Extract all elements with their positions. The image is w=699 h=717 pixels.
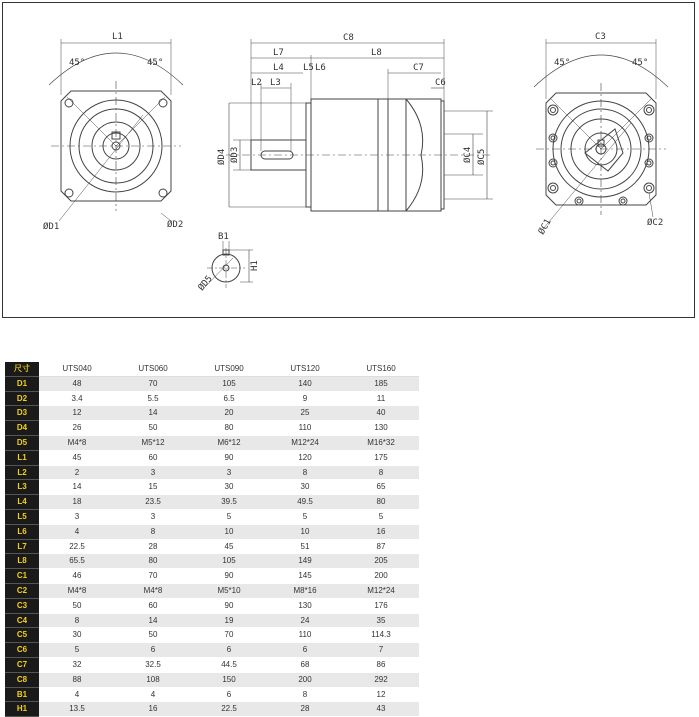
table-row [5, 495, 419, 510]
table-cell: 32 [39, 657, 115, 672]
dim-H1: H1 [250, 260, 260, 271]
table-cell: 200 [343, 569, 419, 584]
table-cell: 70 [115, 569, 191, 584]
table-cell: 8 [267, 687, 343, 702]
table-cell: 5 [267, 509, 343, 524]
table-cell: 45 [39, 450, 115, 465]
table-cell: 86 [343, 657, 419, 672]
table-row [5, 687, 419, 702]
row-label: C7 [5, 657, 39, 672]
model-header: UTS160 [343, 362, 419, 376]
table-cell: 30 [39, 628, 115, 643]
table-cell: 16 [343, 524, 419, 539]
table-cell: 45 [191, 539, 267, 554]
table-cell: 68 [267, 657, 343, 672]
table-cell: 176 [343, 598, 419, 613]
table-body [5, 376, 419, 716]
table-cell: 20 [191, 406, 267, 421]
table-row [5, 509, 419, 524]
row-label: C3 [5, 598, 39, 613]
table-cell: 14 [115, 613, 191, 628]
table-cell: 110 [267, 421, 343, 436]
row-label: L3 [5, 480, 39, 495]
dim-D2: ØD2 [167, 220, 184, 230]
dim-angle-left-a: 45° [69, 58, 86, 68]
table-cell: M12*24 [343, 583, 419, 598]
table-cell: 3 [191, 465, 267, 480]
row-label: C6 [5, 643, 39, 658]
model-header: UTS040 [39, 362, 115, 376]
table-cell: 11 [343, 391, 419, 406]
table-row [5, 524, 419, 539]
table-cell: 4 [39, 687, 115, 702]
table-cell: 80 [115, 554, 191, 569]
table-cell: 26 [39, 421, 115, 436]
table-row [5, 391, 419, 406]
dim-C3: C3 [595, 32, 606, 42]
table-cell: 108 [115, 672, 191, 687]
row-label: B1 [5, 687, 39, 702]
row-label: D1 [5, 376, 39, 391]
table-cell: 22.5 [39, 539, 115, 554]
table-cell: 175 [343, 450, 419, 465]
table-cell: 30 [191, 480, 267, 495]
table-cell: 6 [267, 643, 343, 658]
table-cell: 7 [343, 643, 419, 658]
model-header: UTS060 [115, 362, 191, 376]
table-cell: 39.5 [191, 495, 267, 510]
table-cell: 50 [115, 628, 191, 643]
table-cell: 105 [191, 554, 267, 569]
table-cell: 12 [39, 406, 115, 421]
dim-C1: ØC1 [536, 217, 554, 237]
table-cell: 130 [343, 421, 419, 436]
dim-angle-left-b: 45° [147, 58, 164, 68]
table-cell: 110 [267, 628, 343, 643]
center-side-view [226, 39, 493, 211]
table-cell: 60 [115, 598, 191, 613]
table-cell: 60 [115, 450, 191, 465]
table-cell: 6 [191, 643, 267, 658]
table-cell: M12*24 [267, 435, 343, 450]
table-row [5, 554, 419, 569]
dim-D5: ØD5 [196, 274, 215, 293]
table-cell: 3 [115, 509, 191, 524]
table-row [5, 702, 419, 717]
table-cell: 22.5 [191, 702, 267, 717]
table-cell: 18 [39, 495, 115, 510]
table-cell: 43 [343, 702, 419, 717]
table-cell: 8 [267, 465, 343, 480]
table-cell: 32.5 [115, 657, 191, 672]
dim-D3: ØD3 [230, 146, 240, 163]
table-cell: 46 [39, 569, 115, 584]
row-label: C1 [5, 569, 39, 584]
table-row [5, 450, 419, 465]
table-cell: 65.5 [39, 554, 115, 569]
table-cell: 49.5 [267, 495, 343, 510]
table-cell: 15 [115, 480, 191, 495]
table-cell: M4*8 [39, 583, 115, 598]
dim-C2: ØC2 [647, 218, 664, 228]
table-cell: 90 [191, 569, 267, 584]
table-cell: 13.5 [39, 702, 115, 717]
table-row [5, 583, 419, 598]
drawing-svg [3, 3, 696, 319]
table-cell: 23.5 [115, 495, 191, 510]
table-cell: 10 [267, 524, 343, 539]
table-cell: 6 [115, 643, 191, 658]
row-label: D2 [5, 391, 39, 406]
table-cell: 25 [267, 406, 343, 421]
dim-L4: L4 [273, 63, 284, 73]
table-cell: 10 [191, 524, 267, 539]
table-cell: 6.5 [191, 391, 267, 406]
table-row [5, 480, 419, 495]
row-label: C4 [5, 613, 39, 628]
model-header: UTS120 [267, 362, 343, 376]
table-cell: 28 [267, 702, 343, 717]
table-cell: 88 [39, 672, 115, 687]
table-cell: 50 [115, 421, 191, 436]
table-cell: M5*10 [191, 583, 267, 598]
table-cell: 140 [267, 376, 343, 391]
table-cell: 28 [115, 539, 191, 554]
table-cell: M6*12 [191, 435, 267, 450]
table-cell: 35 [343, 613, 419, 628]
table-row [5, 628, 419, 643]
table-cell: 9 [267, 391, 343, 406]
table-cell: 149 [267, 554, 343, 569]
row-label: D4 [5, 421, 39, 436]
row-label: D5 [5, 435, 39, 450]
table-cell: 150 [191, 672, 267, 687]
table-header-row [5, 362, 419, 376]
row-label: D3 [5, 406, 39, 421]
table-cell: 90 [191, 598, 267, 613]
row-label: L5 [5, 509, 39, 524]
table-cell: 3.4 [39, 391, 115, 406]
dim-C8: C8 [343, 33, 354, 43]
table-cell: 6 [191, 687, 267, 702]
table-cell: 292 [343, 672, 419, 687]
table-cell: 8 [343, 465, 419, 480]
table-cell: 87 [343, 539, 419, 554]
table-cell: 30 [267, 480, 343, 495]
dim-L5: L5 [303, 63, 314, 73]
table-cell: M4*8 [115, 583, 191, 598]
table-cell: 3 [39, 509, 115, 524]
table-cell: 14 [39, 480, 115, 495]
table-row [5, 465, 419, 480]
table-cell: 12 [343, 687, 419, 702]
table-cell: 120 [267, 450, 343, 465]
dim-L3: L3 [270, 78, 281, 88]
table-cell: 5.5 [115, 391, 191, 406]
table-cell: M8*16 [267, 583, 343, 598]
dim-C4: ØC4 [463, 146, 473, 163]
model-header: UTS090 [191, 362, 267, 376]
table-row [5, 406, 419, 421]
dim-D4: ØD4 [217, 148, 227, 165]
table-cell: 8 [39, 613, 115, 628]
dim-C6: C6 [435, 78, 446, 88]
table-cell: 4 [115, 687, 191, 702]
dim-L6: L6 [315, 63, 326, 73]
table-cell: 105 [191, 376, 267, 391]
table-cell: 3 [115, 465, 191, 480]
row-label: H1 [5, 702, 39, 717]
table-cell: 185 [343, 376, 419, 391]
dim-D1: ØD1 [43, 222, 60, 232]
table-cell: 48 [39, 376, 115, 391]
table-cell: M4*8 [39, 435, 115, 450]
row-label: C8 [5, 672, 39, 687]
row-label: L7 [5, 539, 39, 554]
table-corner-label: 尺寸 [5, 362, 39, 376]
row-label: C5 [5, 628, 39, 643]
dim-C5: ØC5 [477, 148, 487, 165]
row-label: L6 [5, 524, 39, 539]
table-cell: 145 [267, 569, 343, 584]
dim-L7: L7 [273, 48, 284, 58]
table-cell: 5 [191, 509, 267, 524]
row-label: L8 [5, 554, 39, 569]
table-row [5, 421, 419, 436]
row-label: L4 [5, 495, 39, 510]
spec-table [5, 362, 419, 717]
table-cell: 51 [267, 539, 343, 554]
table-cell: 114.3 [343, 628, 419, 643]
table-row [5, 672, 419, 687]
table-cell: 14 [115, 406, 191, 421]
table-cell: 70 [191, 628, 267, 643]
table-cell: M5*12 [115, 435, 191, 450]
table-cell: 2 [39, 465, 115, 480]
dim-L8: L8 [371, 48, 382, 58]
table-cell: 5 [343, 509, 419, 524]
table-row [5, 657, 419, 672]
table-cell: 24 [267, 613, 343, 628]
table-row [5, 539, 419, 554]
table-row [5, 376, 419, 391]
dim-angle-right-b: 45° [632, 58, 649, 68]
table-cell: 5 [39, 643, 115, 658]
dim-L2: L2 [251, 78, 262, 88]
table-cell: 4 [39, 524, 115, 539]
table-cell: 80 [343, 495, 419, 510]
table-cell: 44.5 [191, 657, 267, 672]
table-cell: M16*32 [343, 435, 419, 450]
table-cell: 205 [343, 554, 419, 569]
dim-C7: C7 [413, 63, 424, 73]
table-row [5, 569, 419, 584]
dim-L1-left: L1 [112, 32, 123, 42]
table-row [5, 598, 419, 613]
table-row [5, 435, 419, 450]
table-row [5, 613, 419, 628]
dim-B1: B1 [218, 232, 229, 242]
table-cell: 65 [343, 480, 419, 495]
table-cell: 40 [343, 406, 419, 421]
table-cell: 16 [115, 702, 191, 717]
table-row [5, 643, 419, 658]
table-cell: 70 [115, 376, 191, 391]
table-cell: 19 [191, 613, 267, 628]
table-cell: 8 [115, 524, 191, 539]
table-cell: 80 [191, 421, 267, 436]
table-cell: 90 [191, 450, 267, 465]
table-cell: 200 [267, 672, 343, 687]
dim-angle-right-a: 45° [554, 58, 571, 68]
technical-drawing [2, 2, 695, 318]
row-label: L1 [5, 450, 39, 465]
table-cell: 130 [267, 598, 343, 613]
table-cell: 50 [39, 598, 115, 613]
row-label: L2 [5, 465, 39, 480]
row-label: C2 [5, 583, 39, 598]
